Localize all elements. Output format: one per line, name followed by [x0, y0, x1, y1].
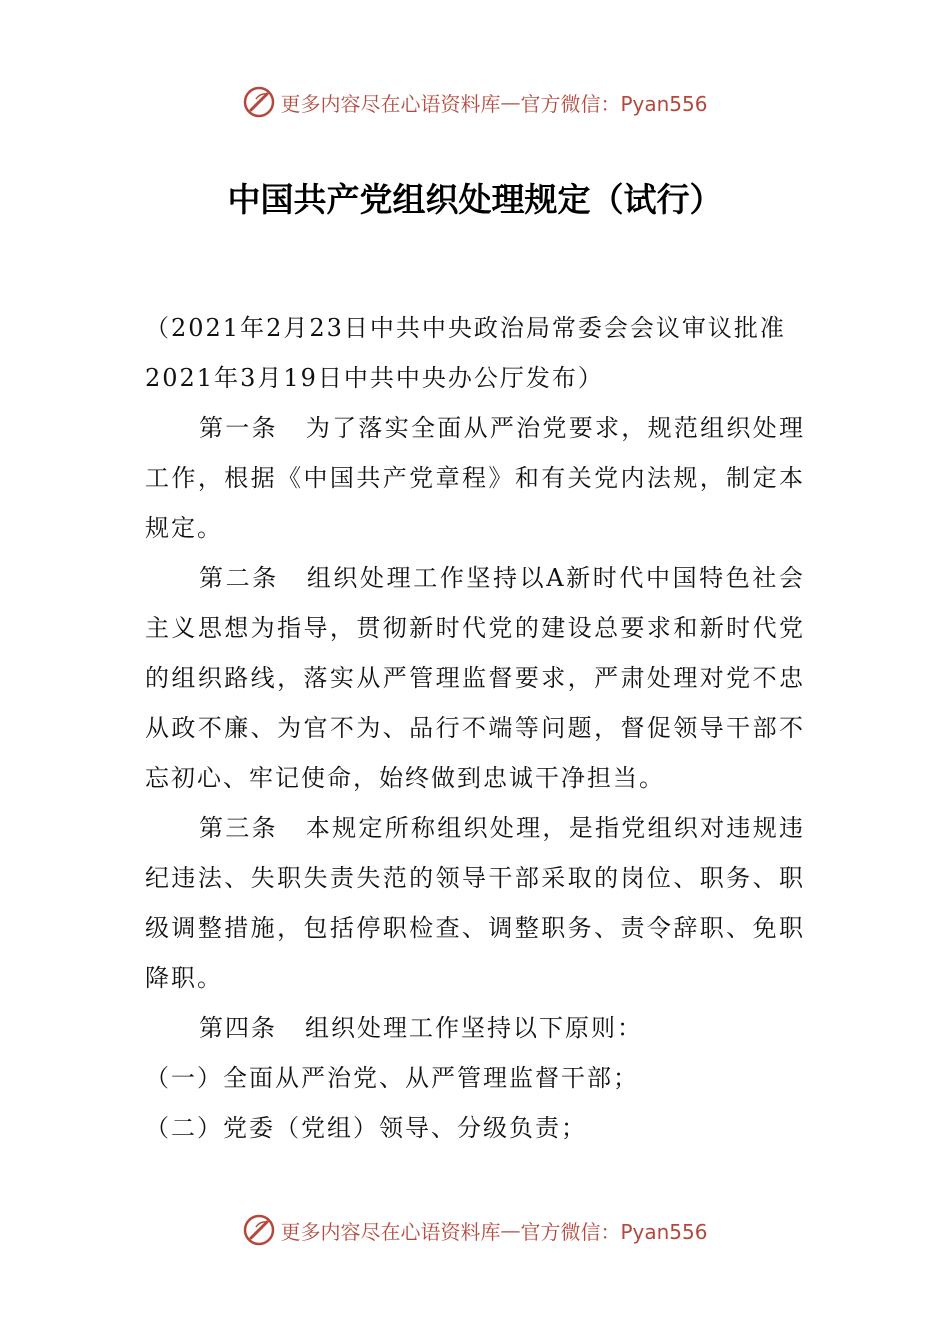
- article-text: 组织处理工作坚持以A新时代中国特色社会主义思想为指导，贯彻新时代党的建设总要求和新时代党的组织路线，落实从严管理监督要求，严肃处理对党不忠从政不廉、为官不为、品行不端等问题，督促领导干部不忘初心、牢记使命，始终做到忠诚干净担当。: [145, 564, 805, 792]
- article-text: 为了落实全面从严治党要求，规范组织处理工作，根据《中国共产党章程》和有关党内法规，制定本规定。: [145, 414, 806, 542]
- footer-watermark-banner: [0, 1208, 950, 1252]
- article-1: [145, 403, 805, 553]
- banner-brand-text: 更多内容尽在心语资料库: [280, 1219, 501, 1244]
- banner-separator: —: [500, 1218, 521, 1242]
- pen-logo-icon: [242, 1213, 276, 1247]
- article-number: 第二条: [199, 564, 279, 592]
- article-number: 第四条: [199, 1014, 277, 1042]
- banner-separator: —: [500, 90, 521, 114]
- article-number: 第三条: [199, 814, 278, 842]
- pen-logo-icon: [242, 85, 276, 119]
- approval-note-line-2: 2021年3月19日中共中央办公厅发布）: [145, 364, 604, 392]
- document-title: 中国共产党组织处理规定（试行）: [227, 180, 723, 219]
- banner-brand-text: 更多内容尽在心语资料库: [280, 91, 501, 116]
- article-text: 组织处理工作坚持以下原则：: [305, 1014, 643, 1042]
- principle-item-2: （二）党委（党组）领导、分级负责；: [145, 1114, 587, 1142]
- principle-item-1: （一）全面从严治党、从严管理监督干部；: [145, 1064, 639, 1092]
- approval-note-line-1: （2021年2月23日中共中央政治局常委会会议审议批准: [145, 314, 786, 342]
- article-2: [145, 553, 805, 803]
- article-4: [145, 1003, 805, 1053]
- article-3: [145, 803, 805, 1003]
- header-watermark-banner: [0, 80, 950, 124]
- article-number: 第一条: [199, 414, 278, 442]
- document-body: [145, 303, 805, 1153]
- banner-official-wechat: 官方微信：Pyan556: [520, 91, 708, 116]
- banner-official-wechat: 官方微信：Pyan556: [520, 1219, 708, 1244]
- article-text: 本规定所称组织处理，是指党组织对违规违纪违法、失职失责失范的领导干部采取的岗位、职务、职级调整措施，包括停职检查、调整职务、责令辞职、免职降职。: [145, 814, 806, 992]
